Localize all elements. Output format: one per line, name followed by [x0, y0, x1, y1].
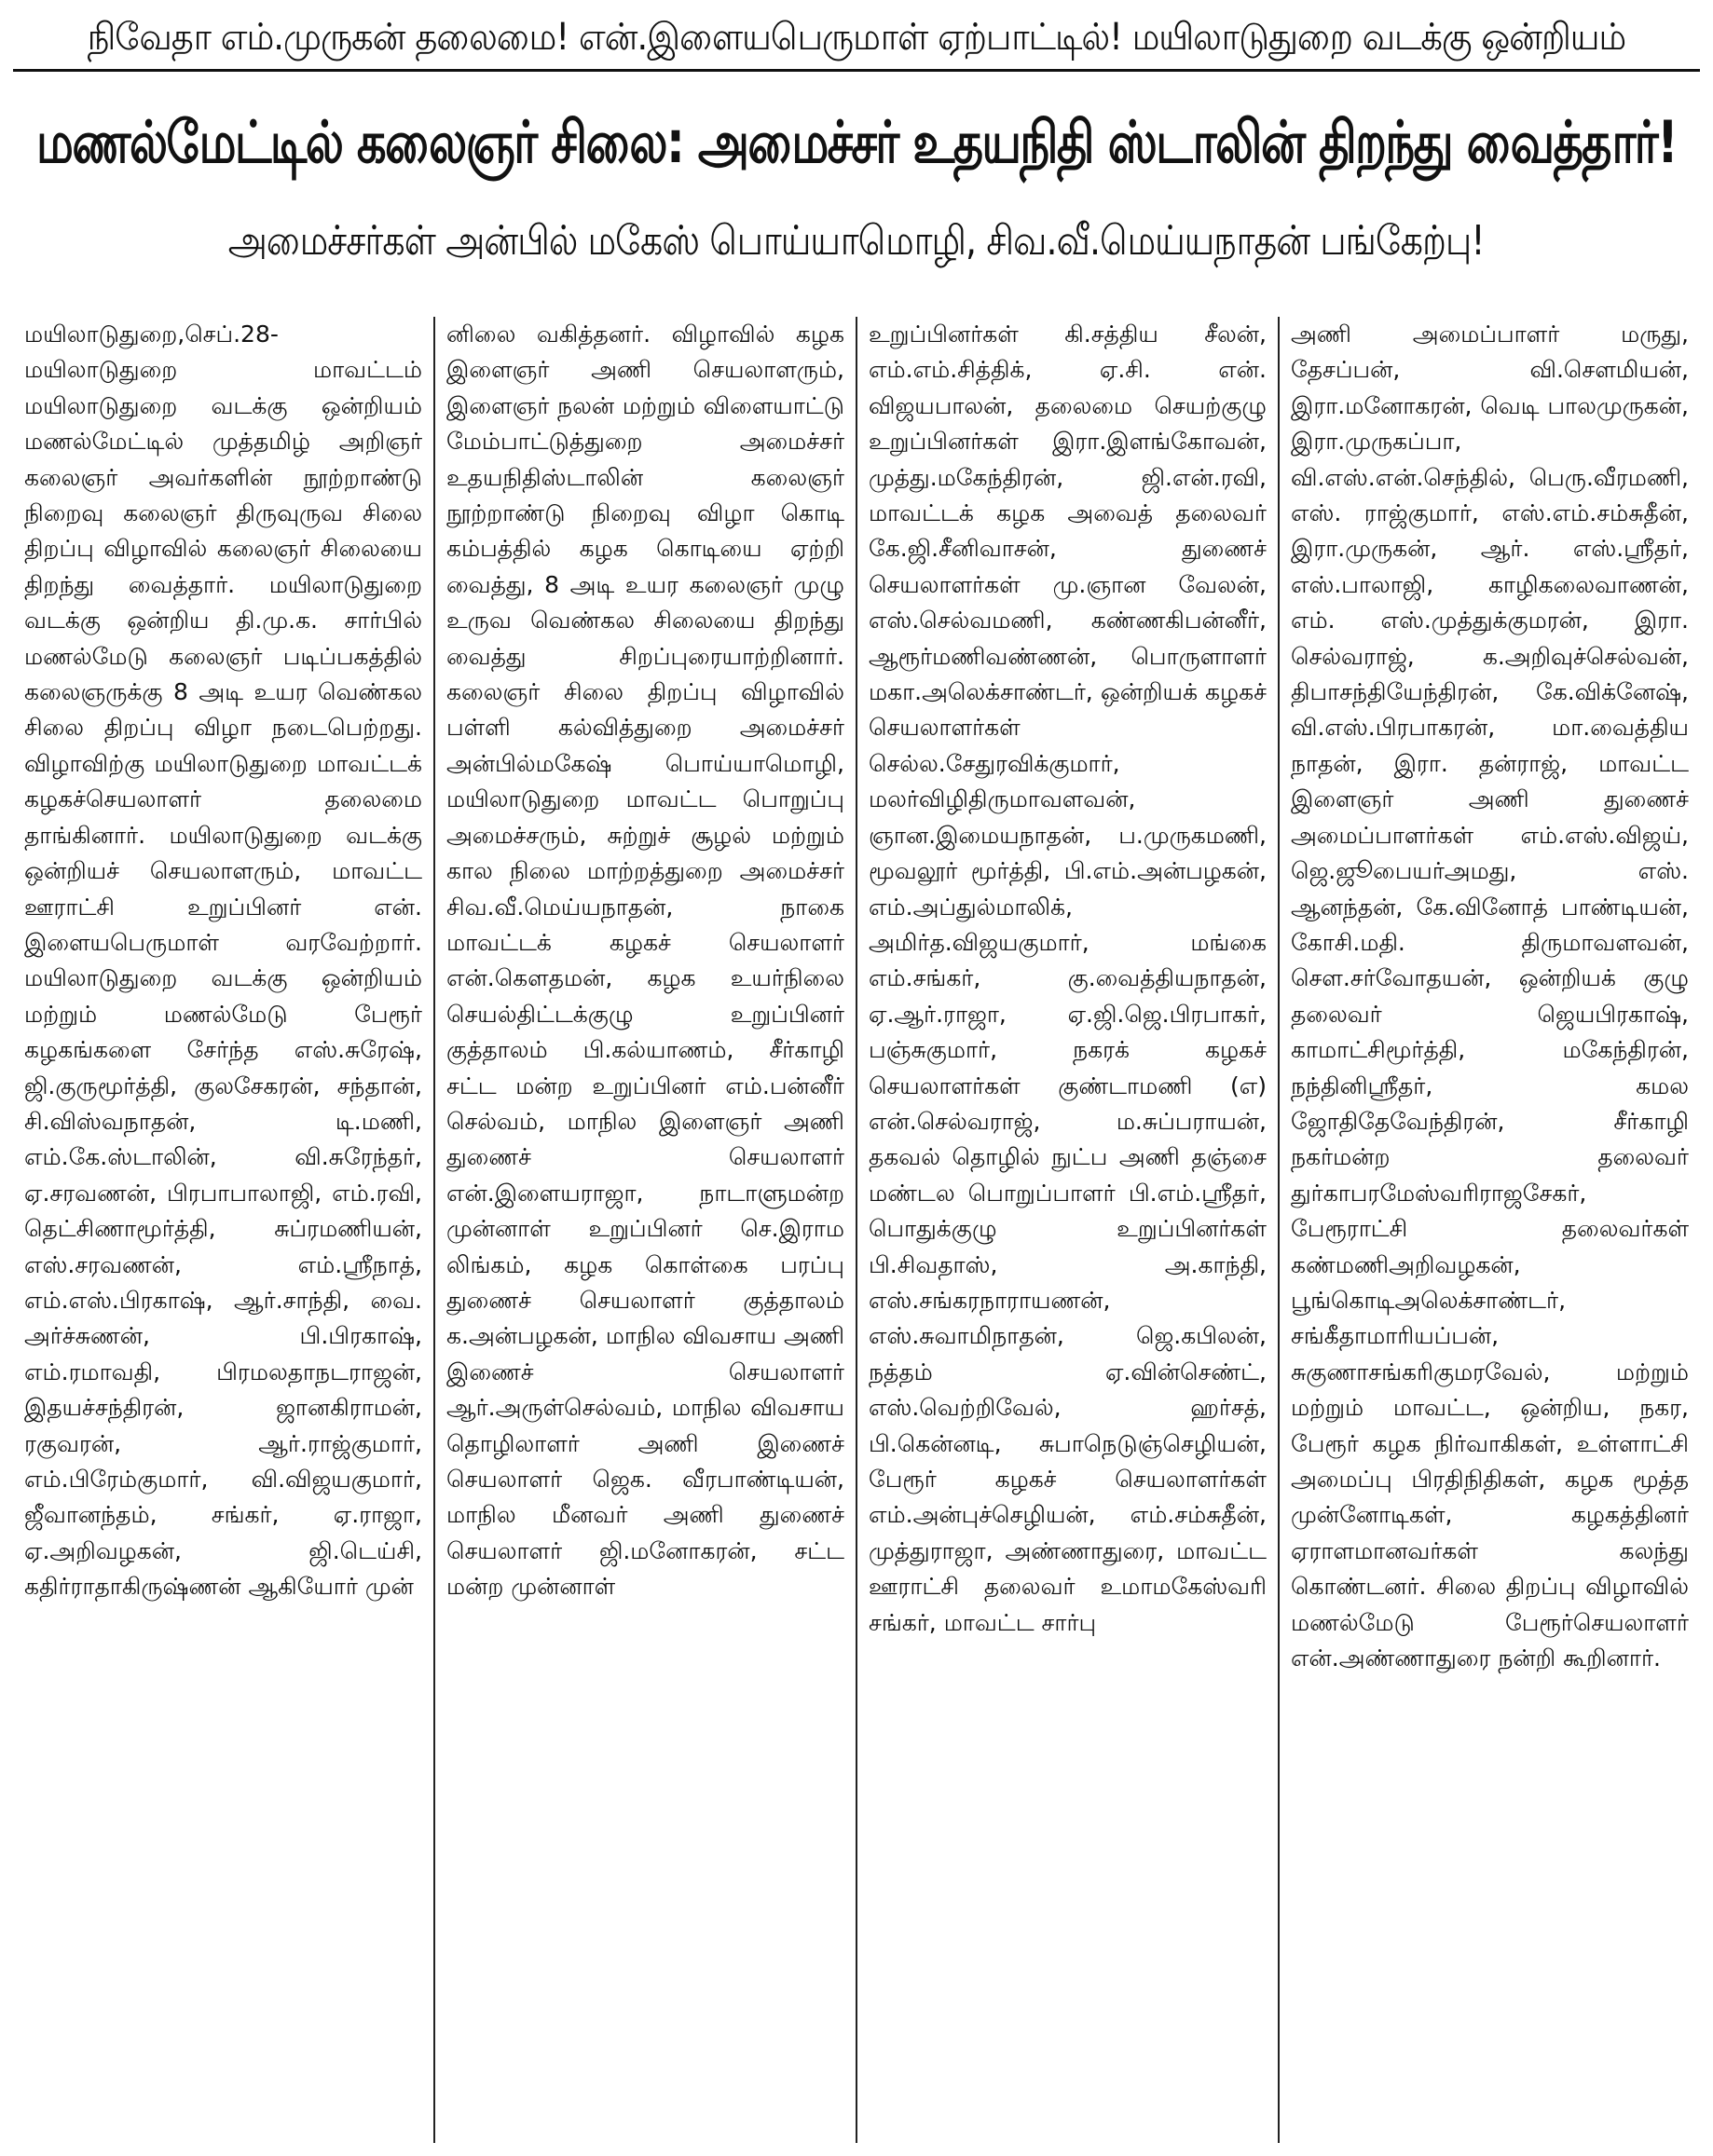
column-1-text: மயிலாடுதுறை,செப்.28- மயிலாடுதுறை மாவட்டம் மயிலாடுதுறை வடக்கு ஒன்றியம் மணல்மேட்டில் முத்தமிழ் அறிஞர் கலைஞர் அவர்களின் நூற்றாண்டு நிறைவு கலைஞர் திருவுருவ சிலை திறப்பு விழாவில் கலைஞர் சிலையை திறந்து வைத்தார். மயிலாடுதுறை வடக்கு ஒன்றிய தி.மு.க. சார்பில் மணல்மேடு கலைஞர் படிப்பகத்தில் கலைஞருக்கு 8 அடி உயர வெண்கல சிலை திறப்பு விழா நடைபெற்றது. விழாவிற்கு மயிலாடுதுறை மாவட்டக் கழகச்செயலாளர் தலைமை தாங்கினார். மயிலாடுதுறை வடக்கு ஒன்றியச் செயலாளரும், மாவட்ட ஊராட்சி உறுப்பினர் என். இளையபெருமாள் வரவேற்றார். மயிலாடுதுறை வடக்கு ஒன்றியம் மற்றும் மணல்மேடு பேரூர் கழகங்களை சேர்ந்த எஸ்.சுரேஷ், ஜி.குருமூர்த்தி, குலசேகரன், சந்தான், சி.விஸ்வநாதன், டி.மணி, எம்.கே.ஸ்டாலின், வி.சுரேந்தர், ஏ.சரவணன், பிரபாபாலாஜி, எம்.ரவி, தெட்சிணாமூர்த்தி, சுப்ரமணியன், எஸ்.சரவணன், எம்.ஸ்ரீநாத், எம்.எஸ்.பிரகாஷ், ஆர்.சாந்தி, வை. அர்ச்சுணன், பி.பிரகாஷ், எம்.ரமாவதி, பிரமலதாநடராஜன், இதயச்சந்திரன், ஜானகிராமன், ரகுவரன், ஆர்.ராஜ்குமார், எம்.பிரேம்குமார், வி.விஜயகுமார், ஜீவானந்தம், சங்கர், ஏ.ராஜா, ஏ.அறிவழகன், ஜி.டெய்சி, கதிர்ராதாகிருஷ்ணன் ஆகியோர் முன்	[24, 321, 422, 1601]
kicker-line	[13, 9, 1700, 72]
article-column-2	[435, 317, 857, 2143]
column-4-text: அணி அமைப்பாளர் மருது, தேசப்பன், வி.சௌமியன், இரா.மனோகரன், வெடி பாலமுருகன், இரா.முருகப்பா, வி.எஸ்.என்.செந்தில், பெரு.வீரமணி, எஸ். ராஜ்குமார், எஸ்.எம்.சம்சுதீன், இரா.முருகன், ஆர். எஸ்.ஸ்ரீதர், எஸ்.பாலாஜி, காழிகலைவாணன், எம். எஸ்.முத்துக்குமரன், இரா. செல்வராஜ், க.அறிவுச்செல்வன், திபாசந்தியேந்திரன், கே.விக்னேஷ், வி.எஸ்.பிரபாகரன், மா.வைத்திய நாதன், இரா. தன்ராஜ், மாவட்ட இளைஞர் அணி துணைச் அமைப்பாளர்கள் எம்.எஸ்.விஜய், ஜெ.ஜூபையர்அமது, எஸ். ஆனந்தன், கே.வினோத் பாண்டியன், கோசி.மதி. திருமாவளவன், சௌ.சர்வோதயன், ஒன்றியக் குழு தலைவர் ஜெயபிரகாஷ், காமாட்சிமூர்த்தி, மகேந்திரன், நந்தினிஸ்ரீதர், கமல ஜோதிதேவேந்திரன், சீர்காழி நகர்மன்ற தலைவர் துர்காபரமேஸ்வரிராஜசேகர், பேரூராட்சி தலைவர்கள் கண்மணிஅறிவழகன், பூங்கொடிஅலெக்சாண்டர், சங்கீதாமாரியப்பன், சுகுணாசங்கரிகுமரவேல், மற்றும் மற்றும் மாவட்ட, ஒன்றிய, நகர, பேரூர் கழக நிர்வாகிகள், உள்ளாட்சி அமைப்பு பிரதிநிதிகள், கழக மூத்த முன்னோடிகள், கழகத்தினர் ஏராளமானவர்கள் கலந்து கொண்டனர். சிலை திறப்பு விழாவில் மணல்மேடு பேரூர்செயலாளர் என்.அண்ணாதுரை நன்றி கூறினார்.	[1291, 321, 1689, 1672]
article-column-1	[13, 317, 435, 2143]
article-column-4	[1280, 317, 1700, 2143]
headline-text: மணல்மேட்டில் கலைஞர் சிலை: அமைச்சர் உதயநிதி ஸ்டாலின் திறந்து வைத்தார்!	[35, 108, 1678, 176]
article-column-3	[857, 317, 1280, 2143]
column-3-text: உறுப்பினர்கள் கி.சத்திய சீலன், எம்.எம்.சித்திக், ஏ.சி. என். விஜயபாலன், தலைமை செயற்குழு உறுப்பினர்கள் இரா.இளங்கோவன், முத்து.மகேந்திரன், ஜி.என்.ரவி, மாவட்டக் கழக அவைத் தலைவர் கே.ஜி.சீனிவாசன், துணைச் செயலாளர்கள் மு.ஞான வேலன், எஸ்.செல்வமணி, கண்ணகிபன்னீர், ஆரூர்மணிவண்ணன், பொருளாளர் மகா.அலெக்சாண்டர், ஒன்றியக் கழகச் செயலாளர்கள் செல்ல.சேதுரவிக்குமார், மலர்விழிதிருமாவளவன், ஞான.இமையநாதன், ப.முருகமணி, மூவலூர் மூர்த்தி, பி.எம்.அன்பழகன், எம்.அப்துல்மாலிக், அமிர்த.விஜயகுமார், மங்கை எம்.சங்கர், கு.வைத்தியநாதன், ஏ.ஆர்.ராஜா, ஏ.ஜி.ஜெ.பிரபாகர், பஞ்சுகுமார், நகரக் கழகச் செயலாளர்கள் குண்டாமணி (எ) என்.செல்வராஜ், ம.சுப்பராயன், தகவல் தொழில் நுட்ப அணி தஞ்சை மண்டல பொறுப்பாளர் பி.எம்.ஸ்ரீதர், பொதுக்குழு உறுப்பினர்கள் பி.சிவதாஸ், அ.காந்தி, எஸ்.சங்கரநாராயணன், எஸ்.சுவாமிநாதன், ஜெ.கபிலன், நத்தம் ஏ.வின்செண்ட், எஸ்.வெற்றிவேல், ஹர்சத், பி.கென்னடி, சுபாநெடுஞ்செழியன், பேரூர் கழகச் செயலாளர்கள் எம்.அன்புச்செழியன், எம்.சம்சுதீன், முத்துராஜா, அண்ணாதுரை, மாவட்ட ஊராட்சி தலைவர் உமாமகேஸ்வரி சங்கர், மாவட்ட சார்பு	[869, 321, 1267, 1636]
article-body	[13, 317, 1700, 2143]
kicker-text: நிவேதா எம்.முருகன் தலைமை! என்.இளையபெருமாள் ஏற்பாட்டில்! மயிலாடுதுறை வடக்கு ஒன்றியம்	[87, 15, 1626, 59]
headline	[13, 96, 1700, 197]
column-2-text: னிலை வகித்தனர். விழாவில் கழக இளைஞர் அணி செயலாளரும், இளைஞர் நலன் மற்றும் விளையாட்டு மேம்பாட்டுத்துறை அமைச்சர் உதயநிதிஸ்டாலின் கலைஞர் நூற்றாண்டு நிறைவு விழா கொடி கம்பத்தில் கழக கொடியை ஏற்றி வைத்து, 8 அடி உயர கலைஞர் முழு உருவ வெண்கல சிலையை திறந்து வைத்து சிறப்புரையாற்றினார். கலைஞர் சிலை திறப்பு விழாவில் பள்ளி கல்வித்துறை அமைச்சர் அன்பில்மகேஷ் பொய்யாமொழி, மயிலாடுதுறை மாவட்ட பொறுப்பு அமைச்சரும், சுற்றுச் சூழல் மற்றும் கால நிலை மாற்றத்துறை அமைச்சர் சிவ.வீ.மெய்யநாதன், நாகை மாவட்டக் கழகச் செயலாளர் என்.கௌதமன், கழக உயர்நிலை செயல்திட்டக்குழு உறுப்பினர் குத்தாலம் பி.கல்யாணம், சீர்காழி சட்ட மன்ற உறுப்பினர் எம்.பன்னீர் செல்வம், மாநில இளைஞர் அணி துணைச் செயலாளர் என்.இளையராஜா, நாடாளுமன்ற முன்னாள் உறுப்பினர் செ.இராம லிங்கம், கழக கொள்கை பரப்பு துணைச் செயலாளர் குத்தாலம் க.அன்பழகன், மாநில விவசாய அணி இணைச் செயலாளர் ஆர்.அருள்செல்வம், மாநில விவசாய தொழிலாளர் அணி இணைச் செயலாளர் ஜெக. வீரபாண்டியன், மாநில மீனவர் அணி துணைச் செயலாளர் ஜி.மனோகரன், சட்ட மன்ற முன்னாள்	[446, 321, 845, 1601]
subheadline-text: அமைச்சர்கள் அன்பில் மகேஸ் பொய்யாமொழி, சிவ.வீ.மெய்யநாதன் பங்கேற்பு!	[228, 216, 1485, 265]
subheadline	[13, 210, 1700, 277]
